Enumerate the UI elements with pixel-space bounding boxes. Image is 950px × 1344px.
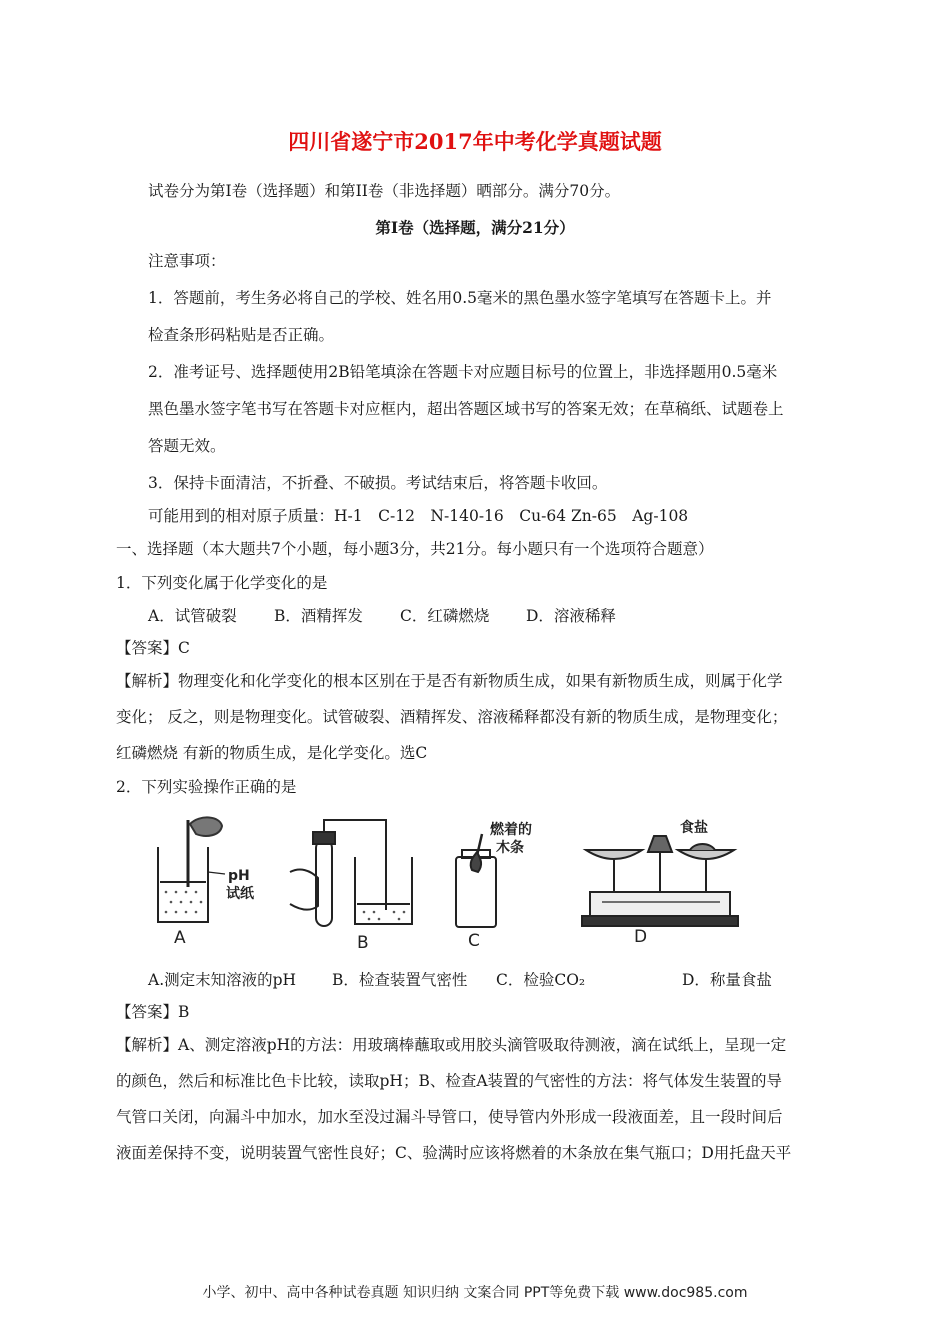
question-2-options xyxy=(148,970,772,990)
question-2-stem: 2．下列实验操作正确的是 xyxy=(116,778,297,796)
notice-heading: 注意事项： xyxy=(148,252,226,270)
notice-line: 检查条形码粘贴是否正确。 xyxy=(148,326,335,344)
option-d: D．称量食盐 xyxy=(682,971,772,989)
figure-b-airtightness-check xyxy=(290,820,412,926)
question-1-stem: 1．下列变化属于化学变化的是 xyxy=(116,574,328,592)
question-1-options xyxy=(148,606,616,626)
question-2-analysis: 的颜色，然后和标准比色卡比较，读取pH；B、检查A装置的气密性的方法：将气体发生装置的导 xyxy=(116,1072,783,1090)
question-2-analysis: 气管口关闭，向漏斗中加水，加水至没过漏斗导管口，使导管内外形成一段液面差，且一段时间后 xyxy=(116,1108,783,1126)
question-2-analysis: 液面差保持不变，说明装置气密性良好；C、验满时应该将燃着的木条放在集气瓶口；D用托盘天平 xyxy=(116,1144,792,1162)
wood-strip-label: 木条 xyxy=(496,840,524,856)
page-footer: 小学、初中、高中各种试卷真题 知识归纳 文案合同 PPT等免费下载 www.doc985.com xyxy=(202,1285,748,1301)
question-1-analysis: 红磷燃烧 有新的物质生成，是化学变化。选C xyxy=(116,744,428,762)
intro-text: 试卷分为第I卷（选择题）和第II卷（非选择题）晒部分。满分70分。 xyxy=(148,182,621,200)
question-2-answer: 【答案】B xyxy=(116,1003,190,1021)
atomic-masses: 可能用到的相对原子质量：H-1 C-12 N-140-16 Cu-64 Zn-65 Ag-108 xyxy=(148,507,689,525)
figure-b-label: B xyxy=(357,933,369,952)
figure-a-beaker-ph-test xyxy=(158,817,225,922)
burning-match-label: 燃着的 xyxy=(490,822,532,838)
notice-line: 3．保持卡面清洁，不折叠、不破损。考试结束后，将答题卡收回。 xyxy=(148,474,608,492)
question-1-analysis: 【解析】物理变化和化学变化的根本区别在于是否有新物质生成，如果有新物质生成，则属于化学 xyxy=(116,672,783,690)
question-1-answer: 【答案】C xyxy=(116,639,190,657)
document-title: 四川省遂宁市2017年中考化学真题试题 xyxy=(288,129,662,154)
figure-d-balance-scale xyxy=(582,836,738,926)
option-b: B．酒精挥发 xyxy=(274,607,363,625)
experiment-figures xyxy=(150,812,750,952)
question-2-analysis: 【解析】A、测定溶液pH的方法：用玻璃棒蘸取或用胶头滴管吸取待测液，滴在试纸上，呈现一定 xyxy=(116,1036,787,1054)
notice-line: 2．准考证号、选择题使用2B铅笔填涂在答题卡对应题目标号的位置上，非选择题用0.5毫米 xyxy=(148,363,778,381)
option-c: C．检验CO₂ xyxy=(496,971,586,989)
option-a: A．试管破裂 xyxy=(148,607,237,625)
part1-heading: 一、选择题（本大题共7个小题，每小题3分，共21分。每小题只有一个选项符合题意） xyxy=(116,540,714,558)
figure-a-label: A xyxy=(174,928,186,948)
option-a: A.测定末知溶液的pH xyxy=(148,971,297,989)
notice-line: 黑色墨水签字笔书写在答题卡对应框内，超出答题区域书写的答案无效；在草稿纸、试题卷上 xyxy=(148,400,784,418)
salt-label: 食盐 xyxy=(680,820,708,836)
notice-line: 答题无效。 xyxy=(148,437,226,455)
figure-c-gas-bottle-match xyxy=(456,834,496,927)
section-title: 第I卷（选择题，满分21分） xyxy=(375,218,575,237)
ph-label: pH xyxy=(228,868,250,884)
test-paper-label: 试纸 xyxy=(226,886,254,902)
option-b: B．检查装置气密性 xyxy=(332,971,468,989)
figure-c-label: C xyxy=(468,931,480,951)
option-c: C．红磷燃烧 xyxy=(400,607,490,625)
notice-line: 1．答题前，考生务必将自己的学校、姓名用0.5毫米的黑色墨水签字笔填写在答题卡上。并 xyxy=(148,289,772,307)
option-d: D．溶液稀释 xyxy=(526,607,616,625)
figure-d-label: D xyxy=(634,927,648,947)
question-1-analysis: 变化； 反之，则是物理变化。试管破裂、酒精挥发、溶液稀释都没有新的物质生成，是物理变化； xyxy=(116,708,788,726)
